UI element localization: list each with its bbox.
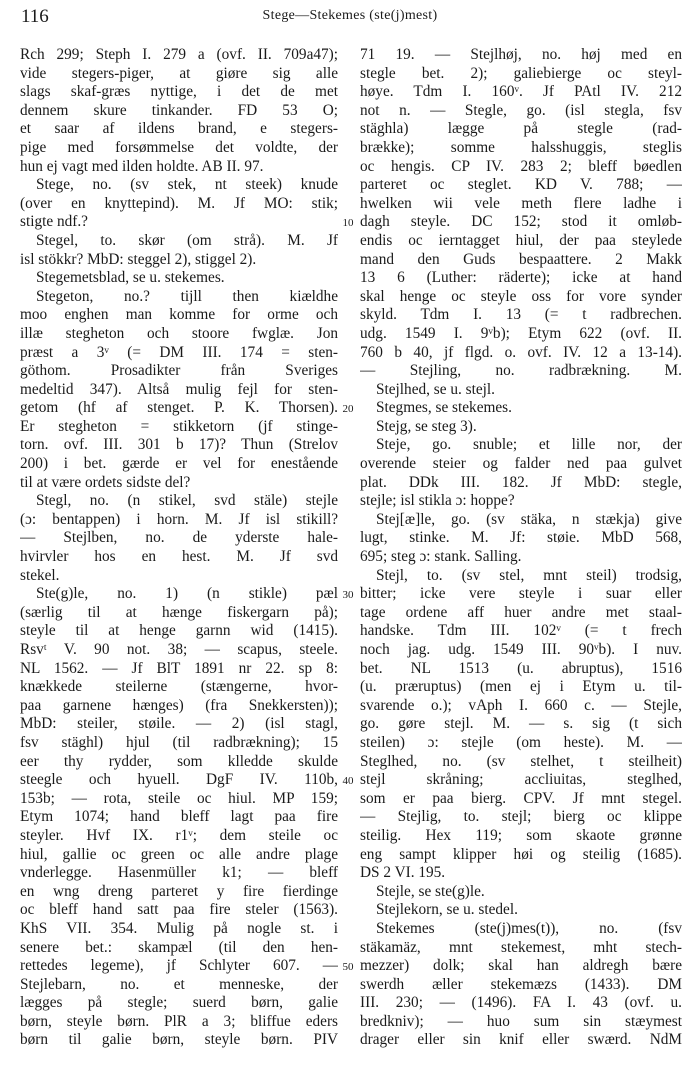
- left-column: [20, 46, 338, 1050]
- text-line: børn til galie børn, steyle børn. PIV: [20, 1031, 338, 1049]
- text-line: Stejlekorn, se u. stedel.: [376, 901, 518, 919]
- text-line: svarende o.); vAph I. 660 c. — Stejle,: [360, 696, 682, 714]
- text-line: handske. Tdm III. 102ᵛ (= t frech: [360, 622, 682, 640]
- text-line: bet. NL 1513 (u. abruptus), 1516: [360, 659, 682, 677]
- text-line: stegle bet. 2); galiebierge oc steyl-: [360, 64, 682, 82]
- text-line: torn. ovf. III. 301 b 17)? Thun (Strelov: [20, 436, 338, 454]
- text-line: stekel.: [20, 566, 60, 584]
- text-line: stigte ndf.?: [20, 213, 88, 231]
- text-line: stäghla) lægge på stegle (rad-: [360, 120, 682, 138]
- text-line: oc hengis. CP IV. 283 2; bleff bøedlen: [360, 157, 682, 175]
- line-number: 50: [342, 961, 354, 974]
- text-line: stäkamäz, mnt stekemest, mht stech-: [360, 938, 682, 956]
- text-line: (u. præruptus) (men ej i Etym u. til-: [360, 678, 682, 696]
- text-line: noch jag. udg. 1549 III. 90ᵛb). I nuv.: [360, 641, 682, 658]
- text-line: Stegmes, se stekemes.: [376, 399, 512, 417]
- text-line: børn, steyle børn. PlR a 3; bliffue eders: [20, 1012, 338, 1030]
- text-line: præst a 3ᵛ (= DM III. 174 = sten-: [20, 343, 338, 361]
- text-line: III. 230; — (1496). FA I. 43 (ovf. u.: [360, 994, 682, 1012]
- text-line: — Stejlben, no. de yderste hale-: [20, 529, 338, 547]
- text-line: Stejle, se ste(g)le.: [376, 882, 485, 900]
- text-line: steilig. Hex 119; som skaote grønne: [360, 826, 682, 844]
- line-number: 30: [342, 589, 354, 602]
- text-line: steyler. Hvf IX. r1ᵛ; dem steile oc: [20, 826, 338, 844]
- text-line: Etym 1074; hand bleff lagt paa fire: [20, 808, 338, 826]
- text-line: (over en knyttepind). M. Jf MO: stik;: [20, 194, 338, 212]
- text-line: eng sampt klipper høi og steilig (1685).: [360, 845, 682, 863]
- text-line: dagh steyle. DC 152; stod it omløb-: [360, 213, 682, 231]
- text-line: Ste(g)le, no. 1) (n stikle) pæl: [36, 585, 338, 603]
- text-line: moo enghen man komme for orme och: [20, 306, 338, 324]
- text-line: 695; steg ɔ: stank. Salling.: [360, 548, 522, 566]
- text-line: illæ stegheton och stoore fwglæ. Jon: [20, 324, 338, 342]
- text-line: overende steier og falder ned paa gulvet: [360, 455, 682, 473]
- text-line: udg. 1549 I. 9ᵛb); Etym 622 (ovf. II.: [360, 324, 682, 342]
- text-line: Rsvᵗ V. 90 not. 38; — scapus, steele.: [20, 641, 338, 658]
- text-line: til at være ordets sidste del?: [20, 473, 191, 491]
- text-line: fsv stäghl) hjul (til radbrækning); 15: [20, 733, 338, 751]
- line-number: 40: [342, 775, 354, 788]
- text-line: (ɔ: bentappen) i horn. M. Jf isl stikill?: [20, 510, 338, 528]
- text-line: paa garnene hænges) (fra Snekkersten));: [20, 696, 338, 714]
- text-line: oc bleff hand satt paa fire steler (1563).: [20, 901, 338, 919]
- text-line: Stegel, to. skør (om strå). M. Jf: [36, 231, 338, 249]
- text-line: Stegl, no. (n stikel, svd stäle) stejle: [36, 492, 338, 510]
- text-line: Er stegheton = stikketorn (jf stinge-: [20, 417, 338, 435]
- text-line: isl stökkr? MbD: steggel 2), stiggel 2).: [20, 250, 257, 268]
- text-line: hvirvler hos en hest. M. Jf svd: [20, 548, 338, 566]
- text-line: parteret oc steglet. KD V. 788; —: [360, 176, 682, 194]
- text-line: knækkede steilerne (stængerne, hvor-: [20, 678, 338, 696]
- text-line: mezzer) dolk; skal han aldregh bære: [360, 957, 682, 975]
- text-line: skal henge oc steyle oss for vore synder: [360, 287, 682, 305]
- text-line: not n. — Stegle, go. (isl stegla, fsv: [360, 101, 682, 119]
- text-line: Stejlebarn, no. et menneske, der: [20, 975, 338, 993]
- text-line: høye. Tdm I. 160ᵛ. Jf PAtl IV. 212: [360, 83, 682, 101]
- text-line: endis oc ierntagget hiul, der paa steylede: [360, 231, 682, 249]
- right-column: [360, 46, 682, 1050]
- text-line: 71 19. — Stejlhøj, no. høj med en: [360, 46, 682, 63]
- text-line: Stekemes (ste(j)mes(t)), no. (fsv: [376, 919, 682, 937]
- text-line: — Stejlig, to. stejl; bierg oc klippe: [360, 808, 682, 826]
- text-line: Stegemetsblad, se u. stekemes.: [36, 269, 225, 287]
- text-line: Stegeton, no.? tijll then kiældhe: [36, 287, 338, 305]
- text-line: 200) i bet. gærde er vel for enestående: [20, 455, 338, 473]
- text-line: stejl skråning; accliuitas, steglhed,: [360, 771, 682, 789]
- text-line: bitter; icke vere steyle i suar eller: [360, 585, 682, 603]
- text-line: MbD: steiler, støile. — 2) (isl stagl,: [20, 715, 338, 733]
- text-line: Steglhed, no. (sv stelhet, t steilheit): [360, 752, 682, 770]
- text-line: Rch 299; Steph I. 279 a (ovf. II. 709a47);: [20, 46, 338, 63]
- text-line: göthom. Prosadikter från Sveriges: [20, 362, 338, 380]
- text-line: bredkniv); — huo sum sin stæymest: [360, 1012, 682, 1030]
- text-line: mand den Guds bespaattere. 2 Makk: [360, 250, 682, 268]
- text-line: pige med forsømmelse det voldte, der: [20, 138, 338, 156]
- text-line: NL 1562. — Jf BlT 1891 nr 22. sp 8:: [20, 659, 338, 677]
- text-line: Stejg, se steg 3).: [376, 417, 477, 435]
- text-line: Stej[æ]le, go. (sv stäka, n stækja) give: [376, 510, 682, 528]
- text-line: steegle och hyuell. DgF IV. 110b,: [20, 771, 338, 789]
- text-line: stejle; isl stikla ɔ: hoppe?: [360, 492, 515, 510]
- text-line: 153b; — rota, steile oc hiul. MP 159;: [20, 789, 338, 807]
- text-line: rettedes legeme), jf Schlyter 607. —: [20, 957, 338, 975]
- text-line: skyld. Tdm I. 13 (= t radbrechen.: [360, 306, 682, 324]
- text-line: som er paa bierg. CPV. Jf mnt stegel.: [360, 789, 682, 807]
- text-line: Steje, go. snuble; et lille nor, der: [376, 436, 682, 454]
- text-line: DS 2 VI. 195.: [360, 864, 446, 882]
- text-line: lugt, stinke. M. Jf: støie. MbD 568,: [360, 529, 682, 547]
- text-line: senere bet.: skampæl (til den hen-: [20, 938, 338, 956]
- text-line: hwelken wii vele meth flere ladhe i: [360, 194, 682, 212]
- text-line: en wng dreng parteret y fire fierdinge: [20, 882, 338, 900]
- text-line: vnderlegge. Hasenmüller k1; — bleff: [20, 864, 338, 882]
- text-line: swerdh æller stekemæzs (1433). DM: [360, 975, 682, 993]
- text-line: eer thy rydder, som klledde skulde: [20, 752, 338, 770]
- line-number: 10: [342, 217, 354, 230]
- text-line: steilen) ɔ: stejle (om heste). M. —: [360, 733, 682, 751]
- text-line: tage ordene aff huer andre met staal-: [360, 603, 682, 621]
- text-line: 760 b 40, jf flgd. o. ovf. IV. 12 a 13-14).: [360, 343, 682, 361]
- text-line: hiul, gallie oc green oc alle andre plage: [20, 845, 338, 863]
- text-line: getom (hf af stenget. P. K. Thorsen).: [20, 399, 338, 417]
- text-line: vide stegers-piger, at giøre sig alle: [20, 64, 338, 82]
- text-line: Stejl, to. (sv stel, mnt steil) trodsig,: [376, 566, 682, 584]
- text-line: steyle til at henge garnn wid (1415).: [20, 622, 338, 640]
- text-line: drager eller sin knif eller swærd. NdM: [360, 1031, 682, 1049]
- text-line: (særlig til at hænge fiskergarn på);: [20, 603, 338, 621]
- text-line: plat. DDk III. 182. Jf MbD: stegle,: [360, 473, 682, 491]
- page-header: [0, 0, 700, 40]
- text-line: Stege, no. (sv stek, nt steek) knude: [36, 176, 338, 194]
- text-line: medeltid 347). Altså mulig fejl for sten-: [20, 380, 338, 398]
- running-head: Stege—Stekemes (ste(j)mest): [262, 8, 438, 23]
- text-line: go. gøre stejl. M. — s. sig (t sich: [360, 715, 682, 733]
- text-line: brække); somme halsshuggis, steglis: [360, 138, 682, 156]
- text-line: lægges på stegle; suerd børn, galie: [20, 994, 338, 1012]
- text-line: hun ej vagt med ilden holdte. AB II. 97.: [20, 157, 264, 175]
- text-line: 13 6 (Luther: räderte); icke at hand: [360, 269, 682, 287]
- text-line: dennem skure tinkander. FD 53 O;: [20, 101, 338, 119]
- text-line: KhS VII. 354. Mulig på nogle st. i: [20, 919, 338, 937]
- text-line: Stejlhed, se u. stejl.: [376, 380, 495, 398]
- text-line: — Stejling, no. radbrækning. M.: [360, 362, 682, 380]
- text-line: et saar af ildens brand, e stegers-: [20, 120, 338, 138]
- text-line: slags skaf-græs nyttige, i det de met: [20, 83, 338, 101]
- line-number: 20: [342, 403, 354, 416]
- page-number: 116: [21, 6, 49, 27]
